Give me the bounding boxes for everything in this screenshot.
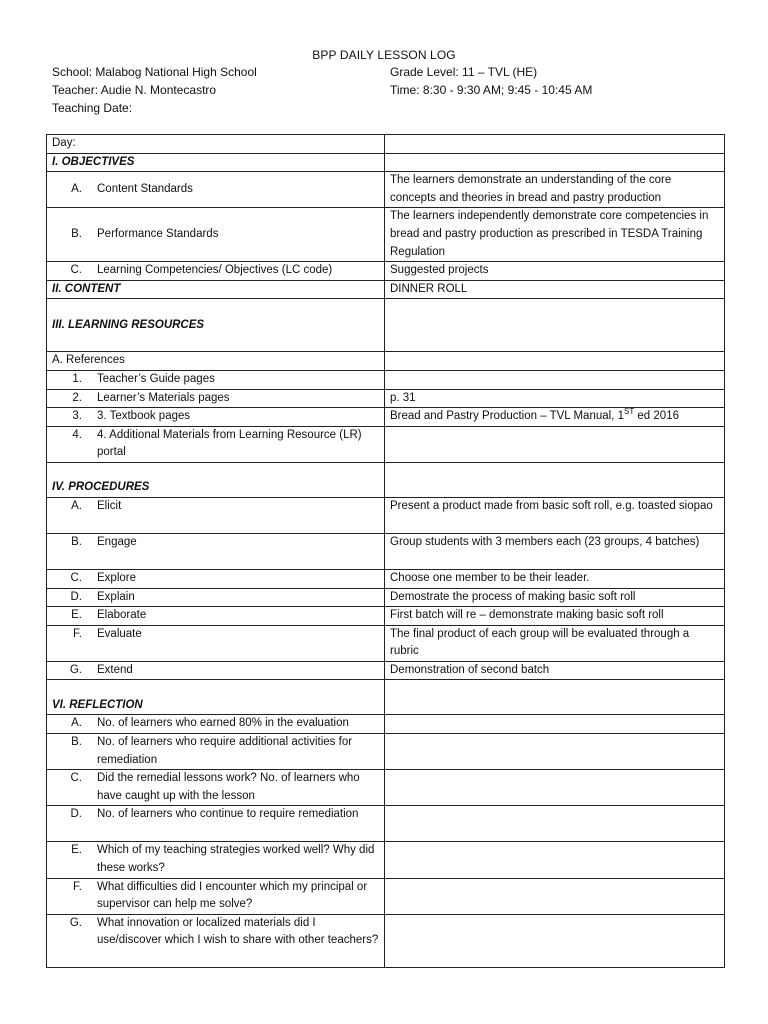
- list-item-text: Evaluate: [97, 627, 142, 640]
- list-item-text: Explore: [97, 571, 136, 584]
- table-row: [47, 914, 725, 967]
- performance-standards-value: The learners independently demonstrate core competencies in bread and pastry production as prescribed in TESDA Training Regulation: [385, 208, 725, 262]
- explore-label: [47, 569, 385, 588]
- additional-materials-label: [47, 426, 385, 462]
- engage-label: [47, 533, 385, 569]
- reflection-item-e: [47, 842, 385, 878]
- teacher-field: Teacher: Audie N. Montecastro: [52, 83, 217, 97]
- reflection-item-g: [47, 914, 385, 967]
- textbook-title: Bread and Pastry Production – TVL Manual, 1: [390, 410, 624, 423]
- header-right: [390, 63, 592, 99]
- textbook-pages-label: [47, 408, 385, 427]
- list-item-text: Content Standards: [97, 182, 193, 195]
- table-row: [47, 806, 725, 842]
- list-item-text: Which of my teaching strategies worked well? Why did these works?: [97, 844, 375, 875]
- elicit-value: Present a product made from basic soft roll, e.g. toasted siopao: [385, 497, 725, 533]
- table-row: [47, 878, 725, 914]
- list-marker: 4.: [72, 428, 82, 441]
- table-row: [47, 280, 725, 299]
- table-row: [47, 426, 725, 462]
- content-heading: II. CONTENT: [47, 280, 385, 299]
- list-item-text: Learner’s Materials pages: [97, 391, 230, 404]
- school-field: School: Malabog National High School: [52, 65, 257, 79]
- table-row: [47, 208, 725, 262]
- table-row: [47, 462, 725, 497]
- teachers-guide-value: [385, 370, 725, 389]
- extend-value: Demonstration of second batch: [385, 661, 725, 680]
- learning-resources-heading: III. LEARNING RESOURCES: [47, 299, 385, 352]
- learners-materials-label: [47, 389, 385, 408]
- list-item-text: No. of learners who continue to require remediation: [97, 808, 359, 821]
- day-value: [385, 135, 725, 154]
- content-value: DINNER ROLL: [385, 280, 725, 299]
- cell-empty: [385, 680, 725, 715]
- table-row: [47, 352, 725, 371]
- grade-level-field: Grade Level: 11 – TVL (HE): [390, 65, 538, 79]
- table-row: [47, 262, 725, 281]
- header-left: [52, 63, 257, 117]
- list-marker: C.: [70, 772, 82, 785]
- elicit-label: [47, 497, 385, 533]
- list-item-text: What difficulties did I encounter which my principal or supervisor can help me solve?: [97, 880, 368, 911]
- textbook-pages-value: [385, 408, 725, 427]
- references-label: A. References: [47, 352, 385, 371]
- document-title: BPP DAILY LESSON LOG: [312, 48, 456, 62]
- cell-empty: [385, 352, 725, 371]
- procedures-heading: IV. PROCEDURES: [47, 462, 385, 497]
- cell-empty: [385, 914, 725, 967]
- cell-empty: [385, 770, 725, 806]
- table-row: [47, 497, 725, 533]
- list-item-text: What innovation or localized materials did I use/discover which I wish to share with other teachers?: [97, 916, 379, 947]
- learning-competencies-label: [47, 262, 385, 281]
- reflection-item-d: [47, 806, 385, 842]
- lesson-log-table: [46, 134, 725, 968]
- reflection-item-a: [47, 715, 385, 734]
- table-row: [47, 153, 725, 172]
- table-row: [47, 680, 725, 715]
- list-item-text: Teacher’s Guide pages: [97, 372, 215, 385]
- reflection-item-b: [47, 734, 385, 770]
- list-item-text: Engage: [97, 535, 137, 548]
- list-marker: B.: [71, 535, 82, 548]
- list-marker: 1.: [72, 372, 82, 385]
- objectives-heading: I. OBJECTIVES: [47, 153, 385, 172]
- table-row: [47, 408, 725, 427]
- list-item-text: Performance Standards: [97, 227, 219, 240]
- table-row: [47, 588, 725, 607]
- day-label: Day:: [47, 135, 385, 154]
- list-marker: B.: [71, 227, 82, 240]
- engage-value: Group students with 3 members each (23 groups, 4 batches): [385, 533, 725, 569]
- list-marker: C.: [70, 264, 82, 277]
- list-marker: G.: [69, 663, 82, 676]
- list-marker: A.: [71, 182, 82, 195]
- list-item-text: Elaborate: [97, 609, 147, 622]
- cell-empty: [385, 878, 725, 914]
- explore-value: Choose one member to be their leader.: [385, 569, 725, 588]
- elaborate-label: [47, 607, 385, 626]
- time-field: Time: 8:30 - 9:30 AM; 9:45 - 10:45 AM: [390, 83, 593, 97]
- list-marker: 3.: [72, 410, 82, 423]
- list-item-text: Did the remedial lessons work? No. of learners who have caught up with the lesson: [97, 772, 360, 802]
- cell-empty: [385, 842, 725, 878]
- list-marker: G.: [69, 916, 82, 929]
- reflection-item-c: [47, 770, 385, 806]
- list-marker: D.: [70, 808, 82, 821]
- list-item-text: 4. Additional Materials from Learning Resource (LR) portal: [97, 428, 362, 459]
- reflection-heading: VI. REFLECTION: [47, 680, 385, 715]
- list-marker: A.: [71, 499, 82, 512]
- teachers-guide-label: [47, 370, 385, 389]
- extend-label: [47, 661, 385, 680]
- table-row: [47, 661, 725, 680]
- cell-empty: [385, 153, 725, 172]
- explain-label: [47, 588, 385, 607]
- elaborate-value: First batch will re – demonstrate making basic soft roll: [385, 607, 725, 626]
- content-standards-label: [47, 172, 385, 208]
- list-item-text: Explain: [97, 590, 135, 603]
- list-item-text: Extend: [97, 663, 133, 676]
- table-row: [47, 607, 725, 626]
- teaching-date-field: Teaching Date:: [52, 101, 133, 115]
- evaluate-label: [47, 625, 385, 661]
- table-row: [47, 715, 725, 734]
- list-marker: E.: [71, 609, 82, 622]
- ordinal-suffix: ST: [623, 407, 635, 417]
- list-marker: A.: [71, 717, 82, 730]
- list-item-text: No. of learners who earned 80% in the evaluation: [97, 717, 349, 730]
- list-marker: F.: [73, 880, 82, 893]
- cell-empty: [385, 299, 725, 352]
- table-row: [47, 770, 725, 806]
- explain-value: Demostrate the process of making basic soft roll: [385, 588, 725, 607]
- list-marker: C.: [70, 571, 82, 584]
- table-row: [47, 370, 725, 389]
- table-row: [47, 569, 725, 588]
- textbook-edition: ed 2016: [634, 410, 679, 423]
- content-standards-value: The learners demonstrate an understanding of the core concepts and theories in bread and pastry production: [385, 172, 725, 208]
- table-row: [47, 625, 725, 661]
- cell-empty: [385, 462, 725, 497]
- table-row: [47, 842, 725, 878]
- list-item-text: Learning Competencies/ Objectives (LC code): [97, 264, 333, 277]
- list-marker: E.: [71, 844, 82, 857]
- table-row: [47, 135, 725, 154]
- list-item-text: Elicit: [97, 499, 122, 512]
- cell-empty: [385, 715, 725, 734]
- reflection-item-f: [47, 878, 385, 914]
- list-marker: D.: [70, 590, 82, 603]
- evaluate-value: The final product of each group will be evaluated through a rubric: [385, 625, 725, 661]
- learners-materials-value: p. 31: [385, 389, 725, 408]
- cell-empty: [385, 806, 725, 842]
- table-row: [47, 734, 725, 770]
- table-row: [47, 172, 725, 208]
- list-marker: F.: [73, 627, 82, 640]
- performance-standards-label: [47, 208, 385, 262]
- table-row: [47, 389, 725, 408]
- list-item-text: 3. Textbook pages: [97, 410, 191, 423]
- list-marker: 2.: [72, 391, 82, 404]
- list-marker: B.: [71, 736, 82, 749]
- additional-materials-value: [385, 426, 725, 462]
- cell-empty: [385, 734, 725, 770]
- learning-competencies-value: Suggested projects: [385, 262, 725, 281]
- table-row: [47, 299, 725, 352]
- list-item-text: No. of learners who require additional activities for remediation: [97, 736, 353, 766]
- table-row: [47, 533, 725, 569]
